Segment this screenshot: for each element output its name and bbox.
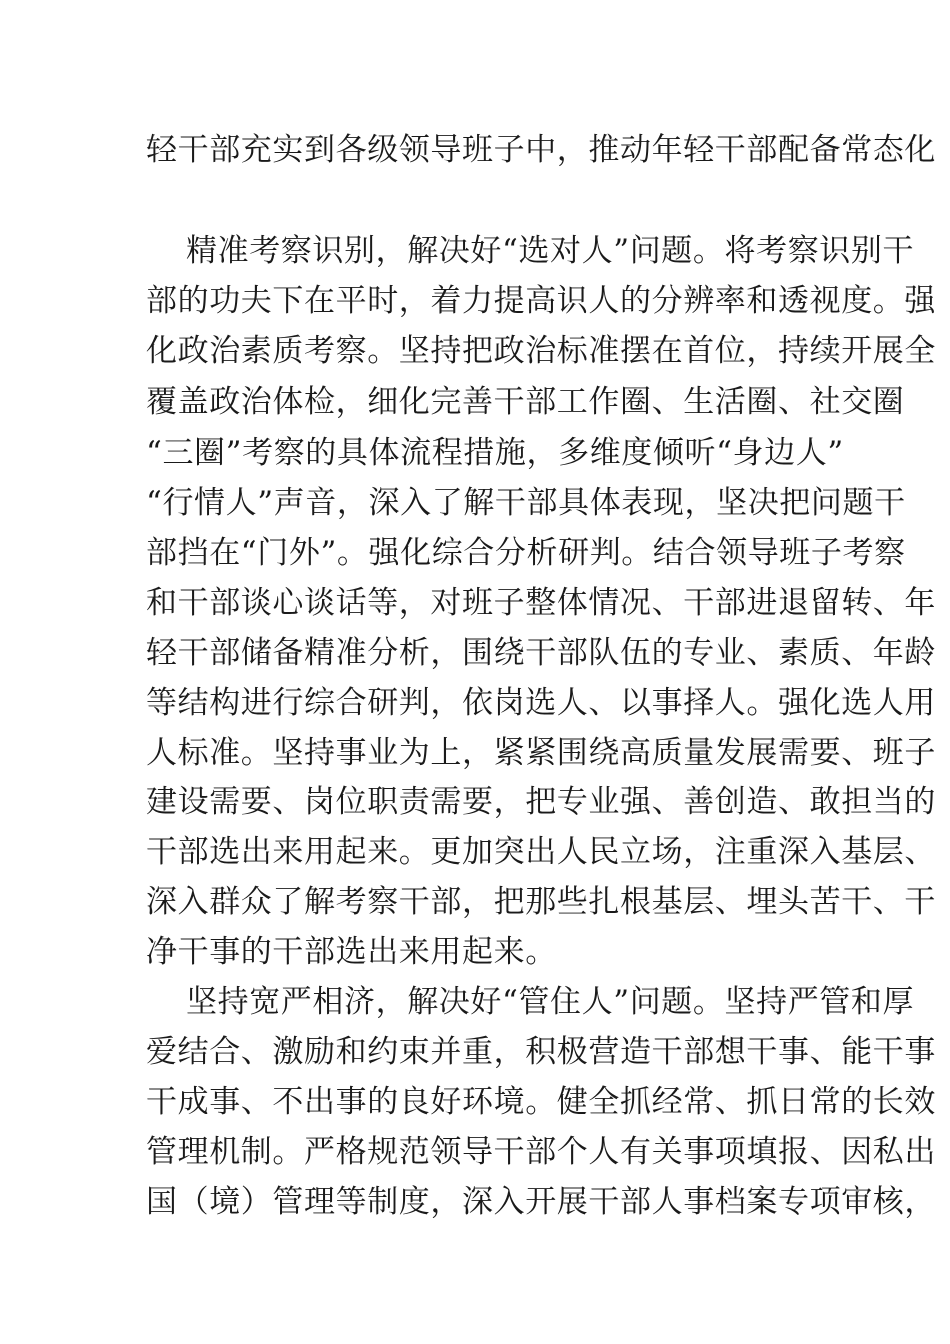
paragraph-1-line-5: “三圈”考察的具体流程措施，多维度倾听“身边人” [146,435,844,471]
text-line-1: 轻干部充实到各级领导班子中，推动年轻干部配备常态化 [146,132,936,168]
paragraph-1-line-2: 部的功夫下在平时，着力提高识人的分辨率和透视度。强 [146,283,936,319]
paragraph-1-line-10: 等结构进行综合研判，依岗选人、以事择人。强化选人用 [146,685,936,721]
paragraph-1-line-7: 部挡在“门外”。强化综合分析研判。结合领导班子考察 [146,535,906,571]
paragraph-1-line-9: 轻干部储备精准分析，围绕干部队伍的专业、素质、年龄 [146,635,936,671]
paragraph-2-line-1: 坚持宽严相济，解决好“管住人”问题。坚持严管和厚 [186,984,915,1020]
paragraph-2-line-2: 爱结合、激励和约束并重，积极营造干部想干事、能干事 [146,1034,936,1070]
paragraph-1-line-13: 干部选出来用起来。更加突出人民立场，注重深入基层、 [146,834,936,870]
paragraph-1-line-11: 人标准。坚持事业为上，紧紧围绕高质量发展需要、班子 [146,735,936,771]
paragraph-1-line-15: 净干事的干部选出来用起来。 [146,934,557,970]
paragraph-2-line-5: 国（境）管理等制度，深入开展干部人事档案专项审核， [146,1184,936,1220]
paragraph-2-line-4: 管理机制。严格规范领导干部个人有关事项填报、因私出 [146,1134,936,1170]
paragraph-1-line-1: 精准考察识别，解决好“选对人”问题。将考察识别干 [186,233,915,269]
paragraph-1-line-3: 化政治素质考察。坚持把政治标准摆在首位，持续开展全 [146,333,936,369]
paragraph-1-line-6: “行情人”声音，深入了解干部具体表现，坚决把问题干 [146,485,906,521]
paragraph-1-line-14: 深入群众了解考察干部，把那些扎根基层、埋头苦干、干 [146,884,936,920]
paragraph-2-line-3: 干成事、不出事的良好环境。健全抓经常、抓日常的长效 [146,1084,936,1120]
paragraph-1-line-12: 建设需要、岗位职责需要，把专业强、善创造、敢担当的 [146,784,936,820]
paragraph-1-line-8: 和干部谈心谈话等，对班子整体情况、干部进退留转、年 [146,585,936,621]
paragraph-1-line-4: 覆盖政治体检，细化完善干部工作圈、生活圈、社交圈 [146,384,905,420]
